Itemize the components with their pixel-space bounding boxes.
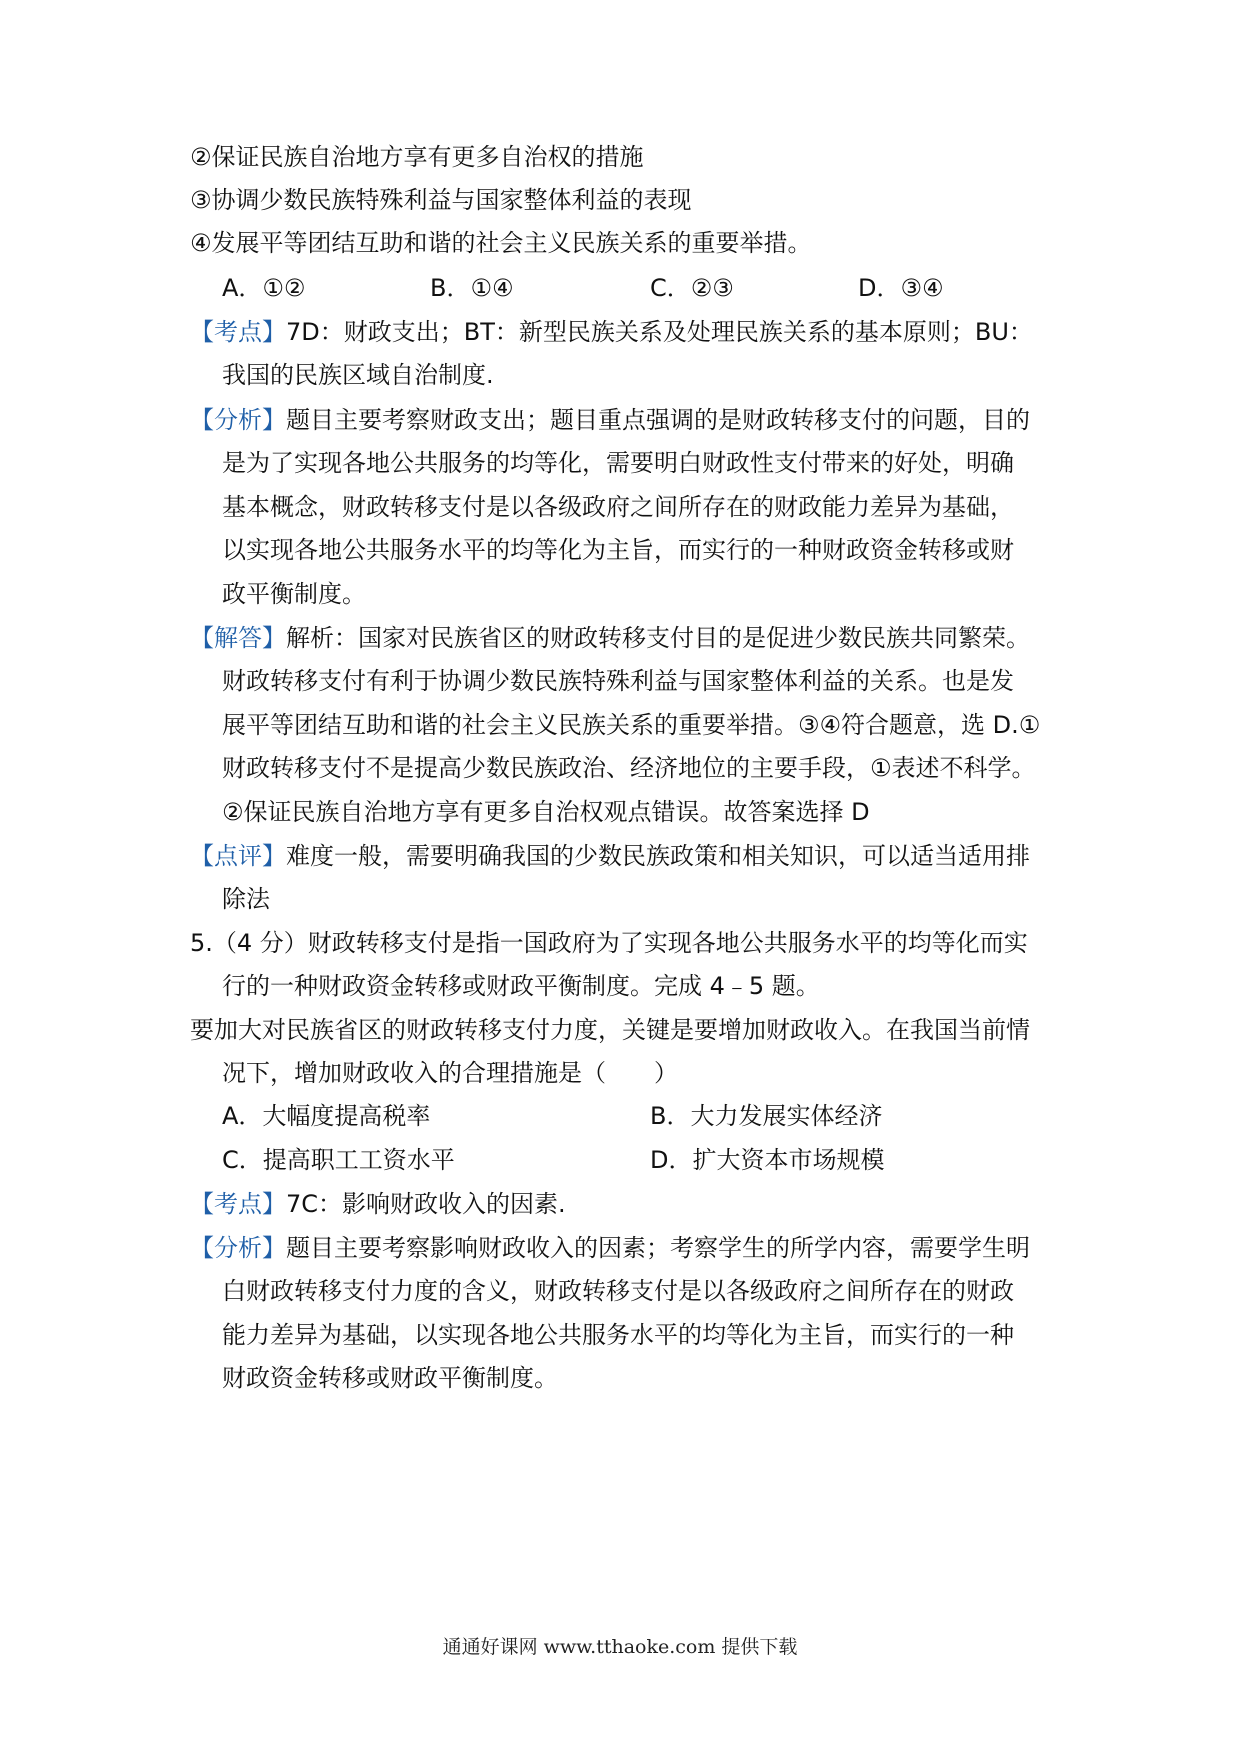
q4-fenxi-line-4: 以实现各地公共服务水平的均等化为主旨，而实行的一种财政资金转移或财: [222, 536, 1014, 564]
q5-option-b: B．大力发展实体经济: [650, 1102, 883, 1130]
q4-option-b: B．①④: [430, 274, 514, 302]
q4-fenxi-line-5: 政平衡制度。: [222, 580, 366, 608]
q4-kaodian-line-1: 【考点】7D：财政支出；BT：新型民族关系及处理民族关系的基本原则；BU：: [190, 318, 1033, 346]
q5-question-line-1: 要加大对民族省区的财政转移支付力度，关键是要增加财政收入。在我国当前情: [190, 1016, 1030, 1044]
q5-fenxi-tag: 【分析】: [190, 1234, 286, 1262]
q4-dianping-line-1: 【点评】难度一般，需要明确我国的少数民族政策和相关知识，可以适当适用排: [190, 842, 1030, 870]
q4-option-a: A．①②: [222, 274, 306, 302]
q4-jieda-tag: 【解答】: [190, 624, 286, 652]
q4-jieda-line-1: 【解答】解析：国家对民族省区的财政转移支付目的是促进少数民族共同繁荣。: [190, 624, 1030, 652]
q5-option-d: D．扩大资本市场规模: [650, 1146, 885, 1174]
q5-fenxi-line-3: 能力差异为基础，以实现各地公共服务水平的均等化为主旨，而实行的一种: [222, 1321, 1014, 1349]
q4-jieda-line-5: ②保证民族自治地方享有更多自治权观点错误。故答案选择 D: [222, 798, 870, 826]
q4-dianping-line-2: 除法: [222, 885, 270, 913]
statement-item-4: ④发展平等团结互助和谐的社会主义民族关系的重要举措。: [190, 229, 812, 257]
q4-dianping-tag: 【点评】: [190, 842, 286, 870]
q5-option-a: A．大幅度提高税率: [222, 1102, 431, 1130]
q5-kaodian-tag: 【考点】: [190, 1190, 286, 1218]
q5-fenxi-line-1: 【分析】题目主要考察影响财政收入的因素；考察学生的所学内容，需要学生明: [190, 1234, 1030, 1262]
statement-item-3: ③协调少数民族特殊利益与国家整体利益的表现: [190, 186, 692, 214]
q5-option-c: C．提高职工工资水平: [222, 1146, 455, 1174]
q5-stem-line-1: 5.（4 分）财政转移支付是指一国政府为了实现各地公共服务水平的均等化而实: [190, 929, 1028, 957]
q5-stem-line-2: 行的一种财政资金转移或财政平衡制度。完成 4﹣5 题。: [222, 972, 820, 1000]
statement-item-2: ②保证民族自治地方享有更多自治权的措施: [190, 143, 644, 171]
q5-question-line-2: 况下，增加财政收入的合理措施是（ ）: [222, 1059, 678, 1087]
q4-fenxi-line-1: 【分析】题目主要考察财政支出；题目重点强调的是财政转移支付的问题，目的: [190, 406, 1030, 434]
q5-fenxi-line-4: 财政资金转移或财政平衡制度。: [222, 1364, 558, 1392]
q4-jieda-line-4: 财政转移支付不是提高少数民族政治、经济地位的主要手段，①表述不科学。: [222, 754, 1036, 782]
q4-option-c: C．②③: [650, 274, 734, 302]
q5-fenxi-line-2: 白财政转移支付力度的含义，财政转移支付是以各级政府之间所存在的财政: [222, 1277, 1014, 1305]
q5-kaodian-line-1: 【考点】7C：影响财政收入的因素.: [190, 1190, 566, 1218]
q4-fenxi-line-2: 是为了实现各地公共服务的均等化，需要明白财政性支付带来的好处，明确: [222, 449, 1014, 477]
q4-jieda-line-2: 财政转移支付有利于协调少数民族特殊利益与国家整体利益的关系。也是发: [222, 667, 1014, 695]
q4-fenxi-line-3: 基本概念，财政转移支付是以各级政府之间所存在的财政能力差异为基础，: [222, 493, 1014, 521]
page-footer: 通通好课网 www.tthaoke.com 提供下载: [442, 1636, 798, 1658]
q4-option-d: D．③④: [858, 274, 944, 302]
q4-kaodian-line-2: 我国的民族区域自治制度.: [222, 361, 494, 389]
q4-kaodian-tag: 【考点】: [190, 318, 286, 346]
q4-fenxi-tag: 【分析】: [190, 406, 286, 434]
q4-jieda-line-3: 展平等团结互助和谐的社会主义民族关系的重要举措。③④符合题意，选 D.①: [222, 711, 1041, 739]
